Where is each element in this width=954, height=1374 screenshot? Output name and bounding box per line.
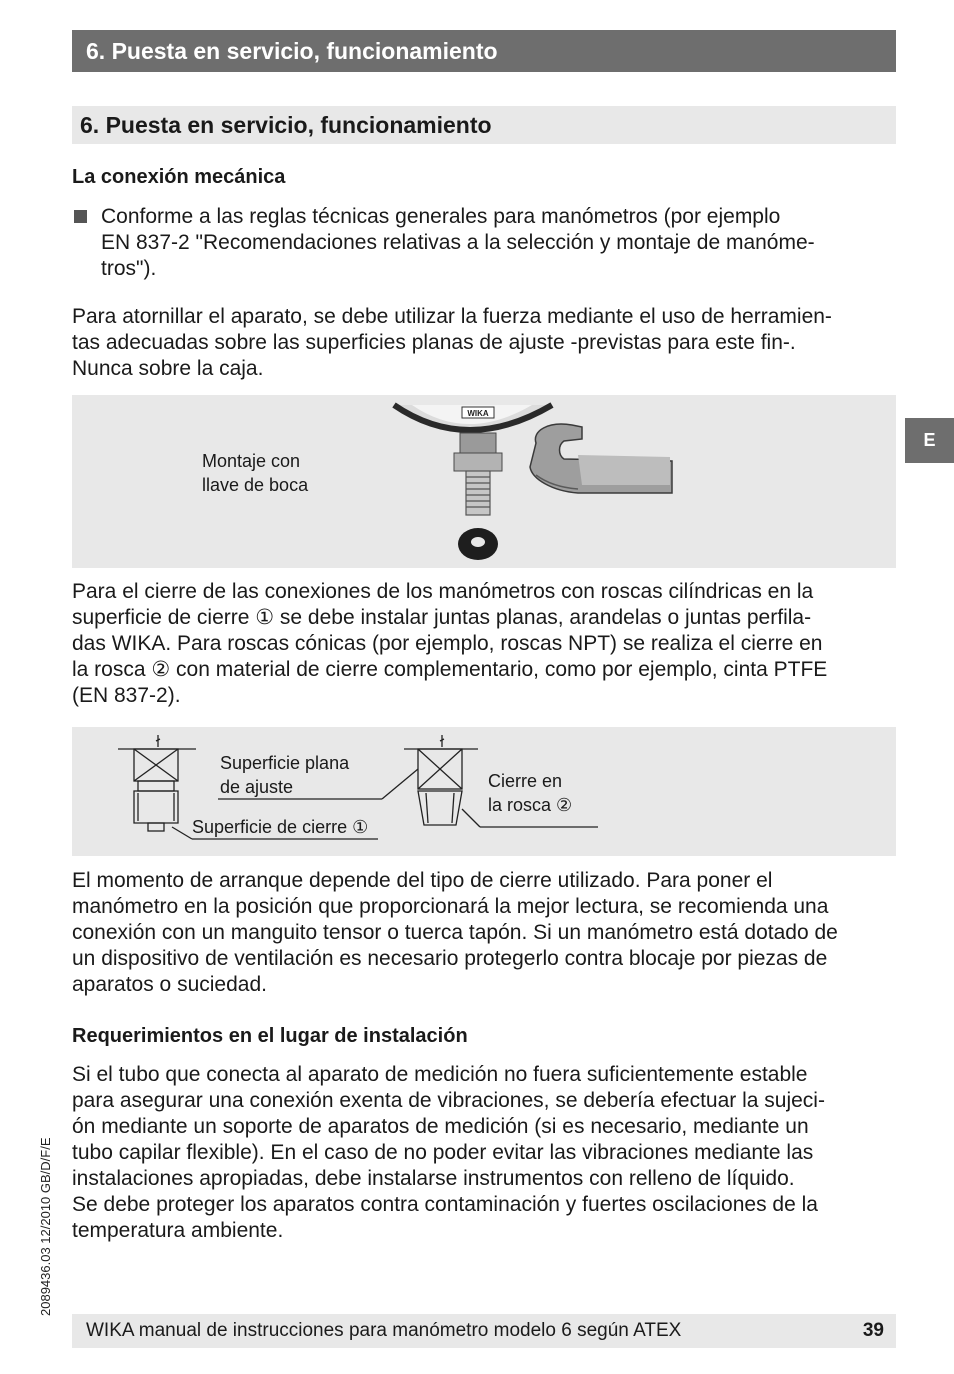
- footer-text: WIKA manual de instrucciones para manómetro modelo 6 según ATEX: [86, 1320, 682, 1341]
- sealing-diagram-figure: [72, 727, 896, 856]
- bullet-square-icon: [74, 210, 87, 223]
- section-title: 6. Puesta en servicio, funcionamiento: [80, 112, 492, 138]
- gauge-wrench-illustration: [382, 395, 702, 568]
- torque-paragraph: [72, 868, 902, 998]
- text-line: El momento de arranque depende del tipo de cierre utilizado. Para poner el: [72, 869, 773, 892]
- language-tab: E: [905, 418, 954, 463]
- text-line: Para el cierre de las conexiones de los manómetros con roscas cilíndricas en la: [72, 580, 814, 603]
- section-title-bar: [72, 106, 896, 144]
- footer-bar: [72, 1314, 896, 1348]
- text-line: das WIKA. Para roscas cónicas (por ejemplo, roscas NPT) se realiza el cierre en: [72, 632, 823, 655]
- text-line: manómetro en la posición que proporcionará la mejor lectura, se recomienda una: [72, 895, 829, 918]
- text-line: aparatos o suciedad.: [72, 973, 267, 996]
- tightening-paragraph: [72, 304, 902, 382]
- text-line: tas adecuadas sobre las superficies planas de ajuste -previstas para este fin-.: [72, 331, 796, 354]
- chapter-header-bar: [72, 30, 896, 72]
- sealing-face-label: Superficie de cierre ①: [192, 817, 369, 837]
- text-line: para asegurar una conexión exenta de vibraciones, se debería efectuar la sujeci-: [72, 1089, 825, 1112]
- text-line: superficie de cierre ① se debe instalar juntas planas, arandelas o juntas perfila-: [72, 606, 812, 629]
- text-line: Si el tubo que conecta al aparato de medición no fuera suficientemente estable: [72, 1063, 808, 1086]
- text-line: temperatura ambiente.: [72, 1219, 284, 1242]
- text-line: Nunca sobre la caja.: [72, 357, 264, 380]
- thread-seal-label: Cierre en la rosca ②: [488, 771, 573, 815]
- page-number: 39: [862, 1320, 884, 1341]
- wrench-mounting-label: Montaje con llave de boca: [202, 451, 309, 495]
- text-line: tubo capilar flexible). En el caso de no poder evitar las vibraciones mediante las: [72, 1141, 814, 1164]
- flat-surface-label: Superficie plana de ajuste: [220, 753, 350, 797]
- gauge-brand-text: WIKA: [467, 409, 489, 418]
- text-line: un dispositivo de ventilación es necesario protegerlo contra blocaje por piezas de: [72, 947, 828, 970]
- wrench-mounting-figure: [72, 395, 896, 568]
- sealing-paragraph: [72, 579, 902, 709]
- text-line: Para atornillar el aparato, se debe utilizar la fuerza mediante el uso de herramien-: [72, 305, 832, 328]
- text-line: Se debe proteger los aparatos contra contaminación y fuertes oscilaciones de la: [72, 1193, 818, 1216]
- text-line: tros").: [101, 257, 157, 280]
- installation-paragraph: [72, 1062, 902, 1244]
- text-line: EN 837-2 "Recomendaciones relativas a la selección y montaje de manóme-: [101, 231, 815, 254]
- chapter-title: 6. Puesta en servicio, funcionamiento: [86, 38, 498, 64]
- installation-heading: Requerimientos en el lugar de instalación: [72, 1025, 468, 1047]
- mechanical-connection-heading: La conexión mecánica: [72, 166, 286, 188]
- text-line: instalaciones apropiadas, debe instalarse instrumentos con relleno de líquido.: [72, 1167, 795, 1190]
- text-line: (EN 837-2).: [72, 684, 181, 707]
- text-line: conexión con un manguito tensor o tuerca tapón. Si un manómetro está dotado de: [72, 921, 838, 944]
- text-line: Conforme a las reglas técnicas generales para manómetros (por ejemplo: [101, 205, 781, 228]
- text-line: la rosca ② con material de cierre complementario, como por ejemplo, cinta PTFE: [72, 658, 828, 681]
- text-line: ón mediante un soporte de aparatos de medición (si es necesario, mediante un: [72, 1115, 809, 1138]
- bullet-text: [101, 204, 901, 282]
- document-code: 2089436.03 12/2010 GB/D/F/E: [38, 1137, 53, 1316]
